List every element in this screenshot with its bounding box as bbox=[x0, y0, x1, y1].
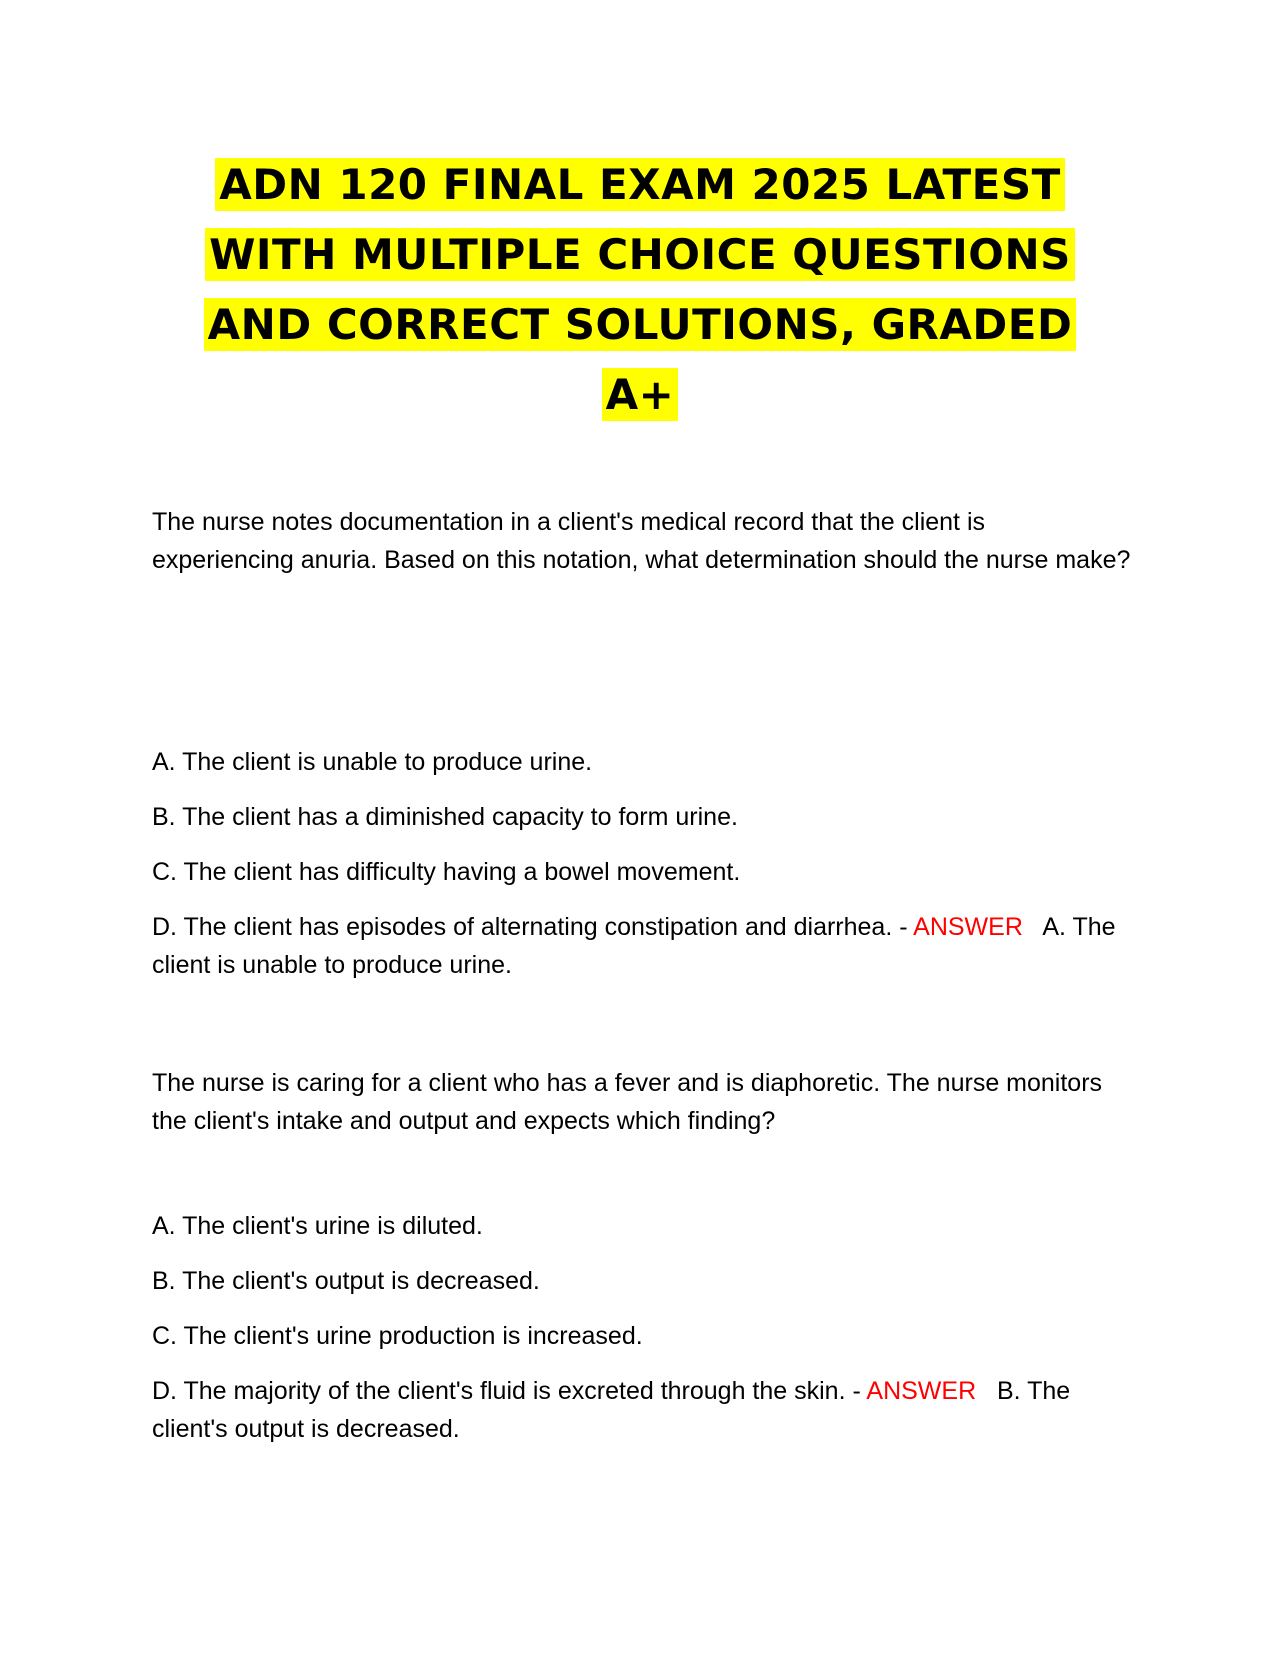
title-line-1: ADN 120 FINAL EXAM 2025 LATEST bbox=[215, 158, 1065, 211]
title-line-3: AND CORRECT SOLUTIONS, GRADED bbox=[204, 298, 1077, 351]
question-text: The nurse is caring for a client who has a fever and is diaphoretic. The nurse monitors the client's intake and output and expects which finding? bbox=[152, 1069, 1103, 1135]
option-d: D. The majority of the client's fluid is excreted through the skin. - bbox=[152, 1377, 861, 1405]
option-d: D. The client has episodes of alternating constipation and diarrhea. - bbox=[152, 913, 908, 941]
answer-label: ANSWER bbox=[866, 1377, 977, 1405]
answer-text: A. The client is unable to produce urine. bbox=[152, 913, 1116, 979]
question-text: The nurse notes documentation in a client's medical record that the client is experiencing anuria. Based on this notation, what determination should the nurse make? bbox=[152, 508, 1131, 574]
question-1-options bbox=[152, 743, 1132, 1001]
answer-label: ANSWER bbox=[913, 913, 1023, 941]
option-c: C. The client has difficulty having a bowel movement. bbox=[152, 858, 741, 886]
question-2-options bbox=[152, 1207, 1132, 1465]
question-1-stem bbox=[152, 503, 1132, 579]
answer-text: B. The client's output is decreased. bbox=[152, 1377, 1071, 1443]
option-a: A. The client's urine is diluted. bbox=[152, 1212, 483, 1240]
option-b: B. The client has a diminished capacity to form urine. bbox=[152, 803, 738, 831]
question-2-stem bbox=[152, 1064, 1132, 1140]
option-c: C. The client's urine production is increased. bbox=[152, 1322, 643, 1350]
option-d-with-answer bbox=[152, 1372, 1132, 1448]
title-line-2: WITH MULTIPLE CHOICE QUESTIONS bbox=[205, 228, 1075, 281]
document-title bbox=[140, 150, 1140, 430]
option-d-with-answer bbox=[152, 908, 1132, 984]
option-b: B. The client's output is decreased. bbox=[152, 1267, 540, 1295]
option-a: A. The client is unable to produce urine. bbox=[152, 748, 593, 776]
title-line-4: A+ bbox=[602, 368, 679, 421]
